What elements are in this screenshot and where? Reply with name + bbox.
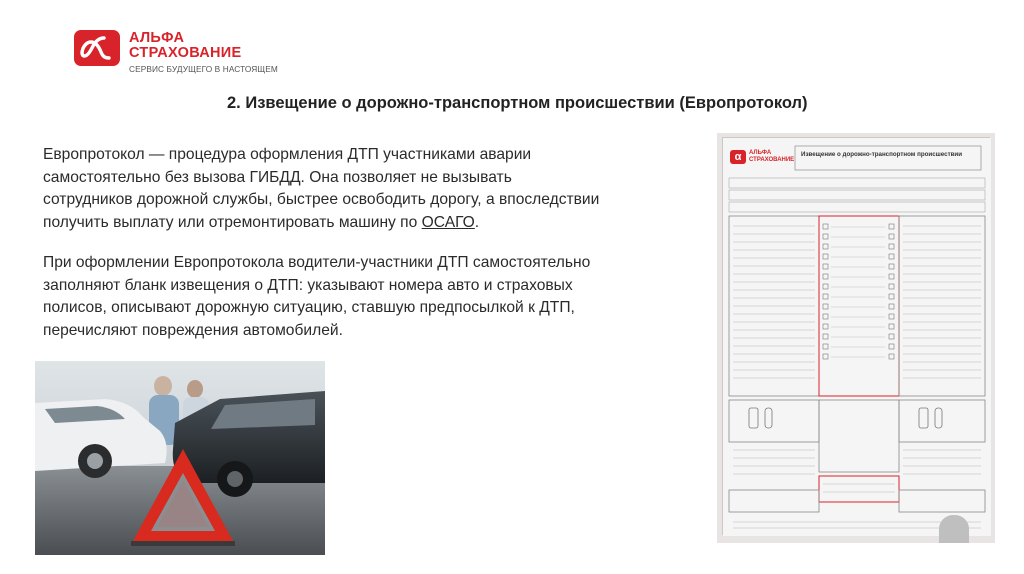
paragraph2-line: полисов, описывают дорожную ситуацию, ставшую предпосылкой к ДТП,: [43, 299, 575, 316]
logo-name-line2: СТРАХОВАНИЕ: [129, 45, 242, 61]
paragraph1-line: Европротокол — процедура оформления ДТП участниками аварии: [43, 146, 532, 163]
osago-link[interactable]: ОСАГО: [421, 213, 475, 231]
alpha-logo-icon: [74, 30, 120, 66]
form-logo-line2: СТРАХОВАНИЕ: [749, 157, 795, 163]
form-logo-text: [749, 150, 794, 164]
form-alpha-icon: α: [730, 150, 746, 164]
paragraph-europrotocol-procedure: [43, 252, 703, 342]
accident-photo: [35, 361, 325, 555]
logo-slogan: СЕРВИС БУДУЩЕГО В НАСТОЯЩЕМ: [129, 64, 278, 74]
form-logo-line1: АЛЬФА: [749, 150, 772, 156]
slide-title: 2. Извещение о дорожно-транспортном происшествии (Европротокол): [227, 94, 808, 112]
paragraph1-last-line: [43, 212, 703, 235]
paragraph-europrotocol-definition: [43, 144, 703, 234]
page-corner-shadow: [939, 515, 969, 543]
paragraph2-line: перечисляют повреждения автомобилей.: [43, 321, 343, 339]
paragraph1-line: самостоятельно без вызова ГИБДД. Она позволяет не вызывать: [43, 168, 512, 186]
form-sheet: [722, 137, 990, 535]
company-logo: [74, 30, 314, 76]
europrotocol-form-image: [717, 133, 995, 543]
logo-name: [129, 31, 242, 61]
paragraph2-line: При оформлении Европротокола водители-участники ДТП самостоятельно: [43, 254, 591, 271]
logo-name-line1: АЛЬФА: [129, 30, 185, 46]
paragraph1-line: получить выплату или отремонтировать машину по: [43, 213, 422, 231]
form-title: Извещение о дорожно-транспортном происшествии: [801, 151, 963, 158]
paragraph2-line: заполняют бланк извещения о ДТП: указывают номера авто и страховых: [43, 276, 573, 294]
paragraph1-line: сотрудников дорожной службы, быстрее освободить дорогу, а впоследствии: [43, 191, 600, 208]
paragraph1-tail: .: [474, 213, 480, 231]
form-logo: [730, 149, 795, 167]
